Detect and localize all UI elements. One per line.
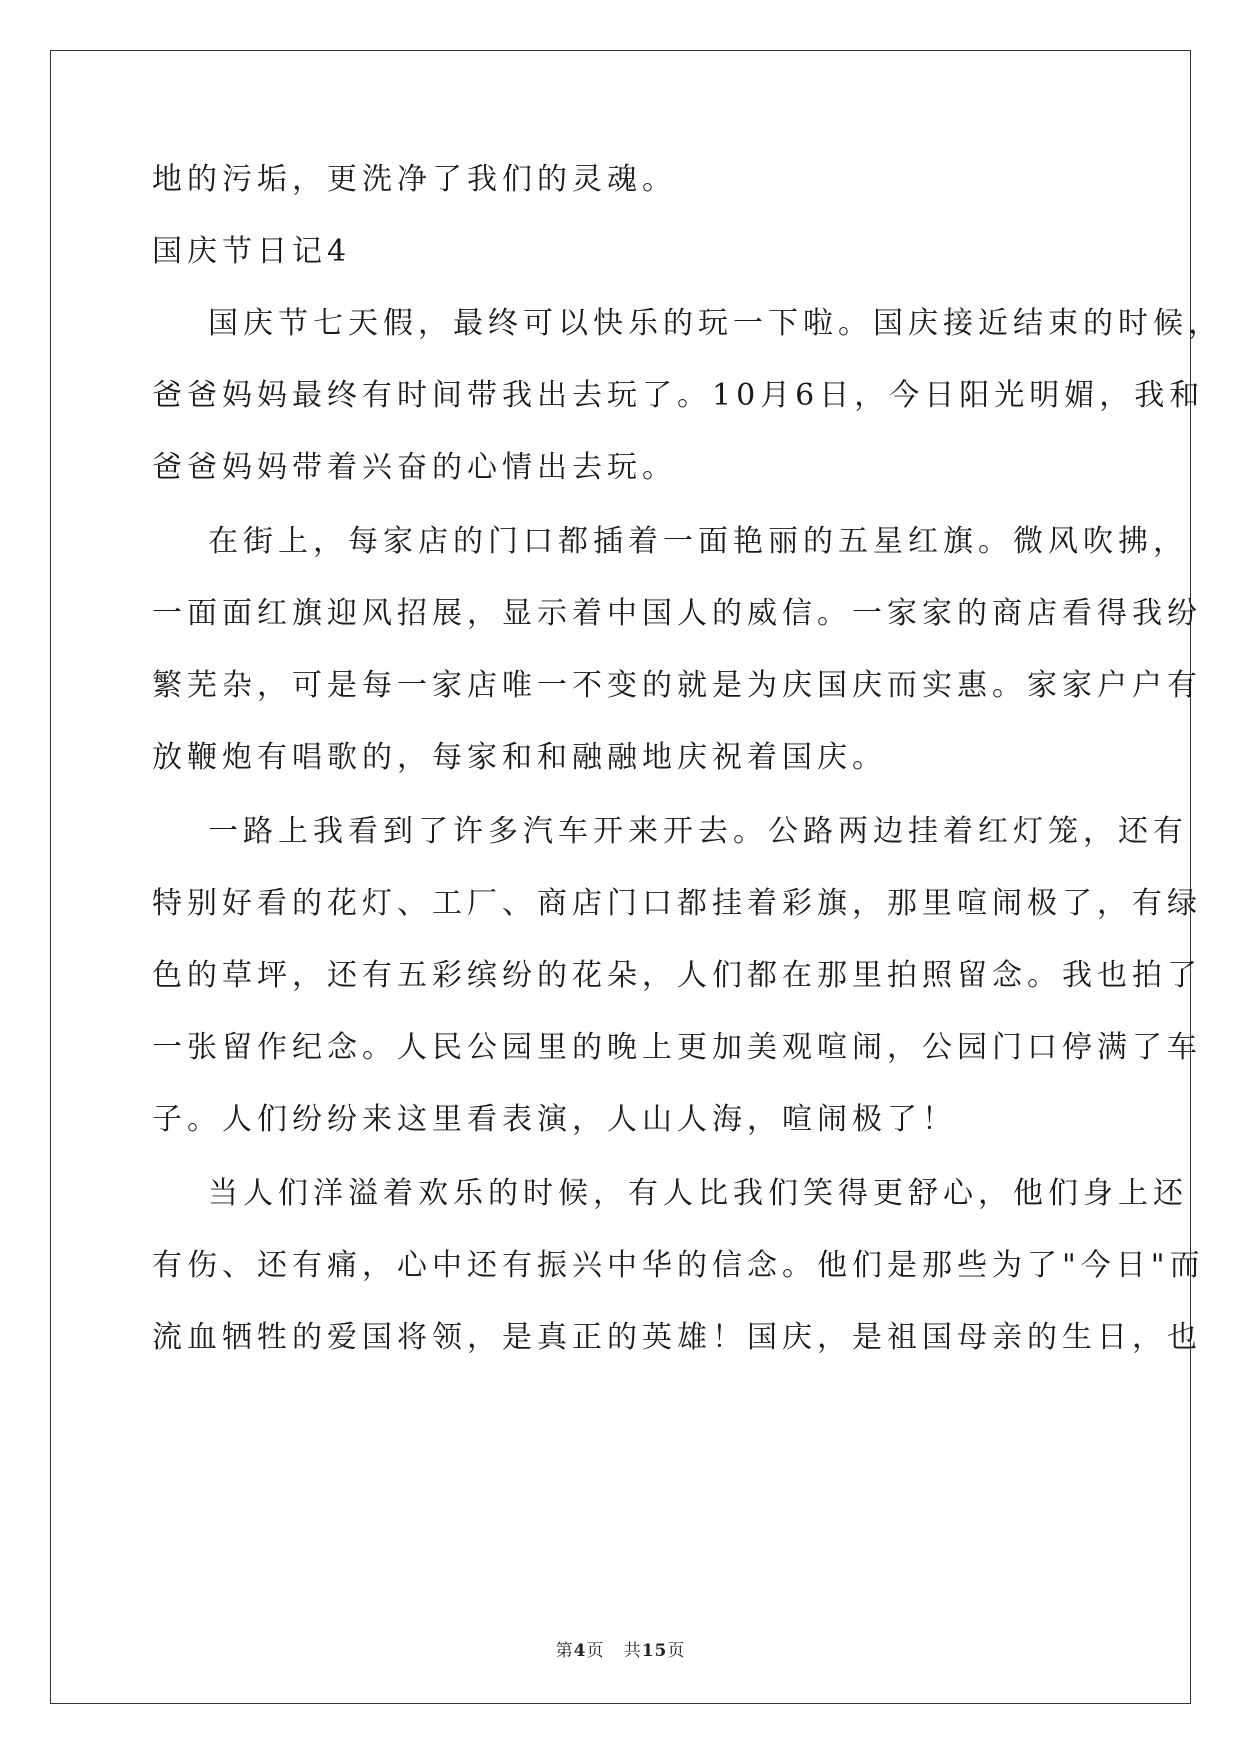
text-line: 国庆节七天假，最终可以快乐的玩一下啦。国庆接近结束的时候， — [208, 306, 1223, 341]
text-line: 繁芜杂，可是每一家店唯一不变的就是为庆国庆而实惠。家家户户有 — [152, 668, 1202, 703]
footer-total-pages: 15 — [641, 1641, 668, 1661]
text-line: 爸爸妈妈带着兴奋的心情出去玩。 — [152, 450, 677, 485]
text-line: 子。人们纷纷来这里看表演，人山人海，喧闹极了！ — [152, 1102, 957, 1137]
text-line: 一路上我看到了许多汽车开来开去。公路两边挂着红灯笼，还有 — [208, 814, 1188, 849]
footer-total-suffix: 页 — [667, 1641, 686, 1661]
text-line: 一张留作纪念。人民公园里的晚上更加美观喧闹，公园门口停满了车 — [152, 1030, 1202, 1065]
text-line: 有伤、还有痛，心中还有振兴中华的信念。他们是那些为了"今日"而 — [152, 1248, 1205, 1283]
text-line: 色的草坪，还有五彩缤纷的花朵，人们都在那里拍照留念。我也拍了 — [152, 958, 1202, 993]
text-line: 当人们洋溢着欢乐的时候，有人比我们笑得更舒心，他们身上还 — [208, 1176, 1188, 1211]
footer-prefix: 第 — [555, 1641, 574, 1661]
text-line: 一面面红旗迎风招展，显示着中国人的威信。一家家的商店看得我纷 — [152, 596, 1202, 631]
text-line: 放鞭炮有唱歌的，每家和和融融地庆祝着国庆。 — [152, 740, 887, 775]
text-line: 爸爸妈妈最终有时间带我出去玩了。10月6日，今日阳光明媚，我和 — [152, 378, 1205, 413]
footer-page-suffix: 页 — [586, 1641, 605, 1661]
text-line: 流血牺牲的爱国将领，是真正的英雄！国庆，是祖国母亲的生日，也 — [152, 1320, 1202, 1355]
text-line: 在街上，每家店的门口都插着一面艳丽的五星红旗。微风吹拂， — [208, 524, 1188, 559]
text-line: 地的污垢，更洗净了我们的灵魂。 — [152, 162, 677, 197]
footer-total-prefix: 共 — [623, 1641, 642, 1661]
section-heading: 国庆节日记4 — [152, 234, 352, 269]
text-line: 特别好看的花灯、工厂、商店门口都挂着彩旗，那里喧闹极了，有绿 — [152, 886, 1202, 921]
footer-page-number: 4 — [573, 1641, 587, 1661]
page-footer — [0, 1636, 1241, 1661]
page-border — [50, 50, 1191, 1704]
